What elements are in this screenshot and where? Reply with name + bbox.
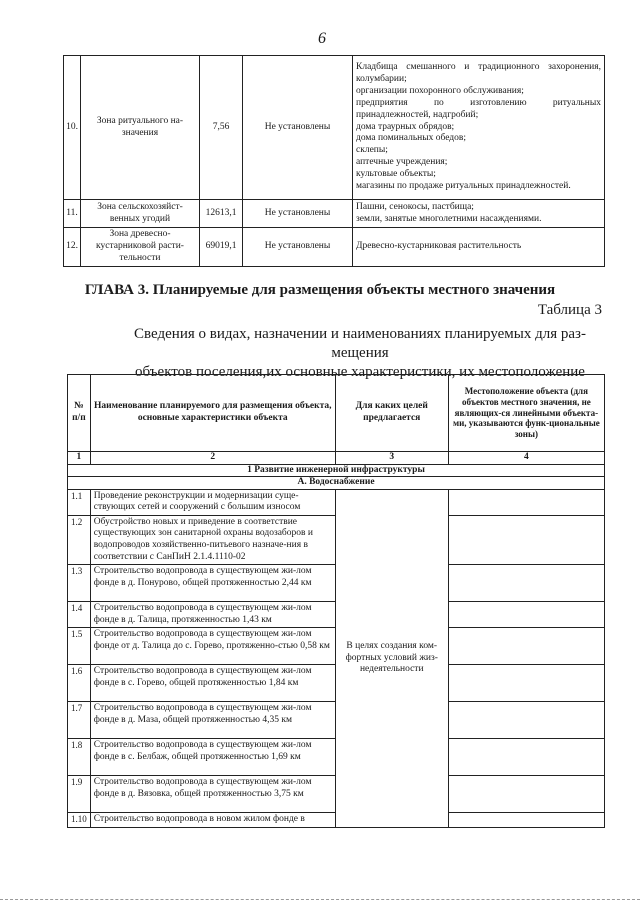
section-title: 1 Развитие инженерной инфраструктуры [68, 464, 605, 477]
use-line: предприятия по изготовлению ритуальных [356, 97, 601, 108]
object-name: Проведение реконструкции и модернизации суще-ствующих сетей и сооружений с большим износом [90, 489, 335, 515]
use-line: аптечные учреждения; [356, 157, 448, 168]
row-number: 1.2 [68, 515, 91, 564]
object-name: Обустройство новых и приведение в соответствие существующих зон санитарной охраны водозаборов и водопроводов хозяйственно-питьевого назначе-ния в соответствии с СанПиН 2.1.4.1110-02 [90, 515, 335, 564]
object-name: Строительство водопровода в существующем жи-лом фонде в д. Понурово, общей протяженностью 2,44 км [90, 565, 335, 602]
zone-uses [353, 228, 605, 267]
row-number: 1.5 [68, 628, 91, 665]
col-number: 2 [90, 452, 335, 465]
table-row [64, 56, 605, 200]
row-number: 1.3 [68, 565, 91, 602]
page-number: 6 [318, 30, 326, 47]
header-location: Местоположение объекта (для объектов местного значения, не являющих-ся линейными объекта-ми, указываются функ-циональные зоны) [448, 375, 604, 452]
purpose-cell: В целях создания ком-фортных условий жиз-недеятельности [335, 489, 448, 827]
use-line: Пашни, сенокосы, пастбища; [356, 201, 474, 212]
scan-edge [0, 899, 640, 903]
use-line: принадлежностей, надгробий; [356, 109, 479, 120]
use-line: дома поминальных обедов; [356, 133, 466, 144]
use-line: Древесно-кустарниковая растительность [356, 240, 522, 251]
planned-objects-table [67, 374, 605, 828]
location-cell [448, 565, 604, 602]
use-line: Кладбища смешанного и традиционного захоронения, [356, 62, 601, 73]
subsection-row [68, 477, 605, 490]
table-row [68, 489, 605, 515]
zone-limits: Не установлены [243, 56, 353, 200]
zone-name: Зона сельскохозяйст-венных угодий [81, 200, 200, 228]
location-cell [448, 702, 604, 739]
location-cell [448, 665, 604, 702]
col-number: 3 [335, 452, 448, 465]
zones-table [63, 55, 605, 267]
header-purpose: Для каких целей предлагается [335, 375, 448, 452]
location-cell [448, 813, 604, 828]
location-cell [448, 628, 604, 665]
zone-area: 69019,1 [200, 228, 243, 267]
table-row [64, 200, 605, 228]
location-cell [448, 739, 604, 776]
location-cell [448, 515, 604, 564]
row-number: 1.9 [68, 776, 91, 813]
info-title-line: Сведения о видах, назначении и наименованиях планируемых для раз- [134, 326, 586, 342]
object-name: Строительство водопровода в существующем жи-лом фонде в д. Талица, протяженностью 1,43 км [90, 602, 335, 628]
zone-limits: Не установлены [243, 200, 353, 228]
info-title-line: объектов поселения,их основные характеристики, их местоположение [135, 364, 585, 380]
zone-name: Зона древесно-кустарниковой расти-тельности [81, 228, 200, 267]
use-line: дома траурных обрядов; [356, 121, 455, 132]
header-row [68, 375, 605, 452]
row-number: 12. [64, 228, 81, 267]
location-cell [448, 776, 604, 813]
object-name: Строительство водопровода в существующем жи-лом фонде от д. Талица до с. Горево, протяженно-стью 0,58 км [90, 628, 335, 665]
zone-area: 12613,1 [200, 200, 243, 228]
section-row [68, 464, 605, 477]
header-num: № п/п [68, 375, 91, 452]
use-line: магазины по продаже ритуальных принадлежностей. [356, 180, 571, 191]
row-number: 1.1 [68, 489, 91, 515]
object-name: Строительство водопровода в существующем жи-лом фонде в с. Горево, общей протяженностью 1,84 км [90, 665, 335, 702]
row-number: 1.8 [68, 739, 91, 776]
subsection-title: А. Водоснабжение [68, 477, 605, 490]
use-line: организации похоронного обслуживания; [356, 85, 524, 96]
object-name: Строительство водопровода в существующем жи-лом фонде в с. Белбаж, общей протяженностью 1,69 км [90, 739, 335, 776]
row-number: 11. [64, 200, 81, 228]
object-name: Строительство водопровода в новом жилом фонде в [90, 813, 335, 828]
object-name: Строительство водопровода в существующем жи-лом фонде в д. Вязовка, общей протяженностью 3,75 км [90, 776, 335, 813]
col-number: 4 [448, 452, 604, 465]
use-line: склепы; [356, 145, 388, 156]
table-label: Таблица 3 [537, 302, 602, 318]
use-line: земли, занятые многолетними насаждениями. [356, 213, 542, 224]
use-line: колумбарии; [356, 74, 407, 85]
header-name: Наименование планируемого для размещения объекта, основные характеристики объекта [90, 375, 335, 452]
zone-uses [353, 200, 605, 228]
info-title-line: мещения [331, 345, 389, 361]
object-name: Строительство водопровода в существующем жи-лом фонде в д. Маза, общей протяженностью 4,35 км [90, 702, 335, 739]
column-numbers-row [68, 452, 605, 465]
chapter-title: ГЛАВА 3. Планируемые для размещения объекты местного значения [84, 282, 556, 298]
row-number: 1.7 [68, 702, 91, 739]
zone-name: Зона ритуального на-значения [81, 56, 200, 200]
row-number: 1.4 [68, 602, 91, 628]
use-line: культовые объекты; [356, 169, 436, 180]
row-number: 1.6 [68, 665, 91, 702]
table-row [64, 228, 605, 267]
row-number: 10. [64, 56, 81, 200]
zone-uses [353, 56, 605, 200]
location-cell [448, 489, 604, 515]
location-cell [448, 602, 604, 628]
col-number: 1 [68, 452, 91, 465]
zone-area: 7,56 [200, 56, 243, 200]
row-number: 1.10 [68, 813, 91, 828]
zone-limits: Не установлены [243, 228, 353, 267]
